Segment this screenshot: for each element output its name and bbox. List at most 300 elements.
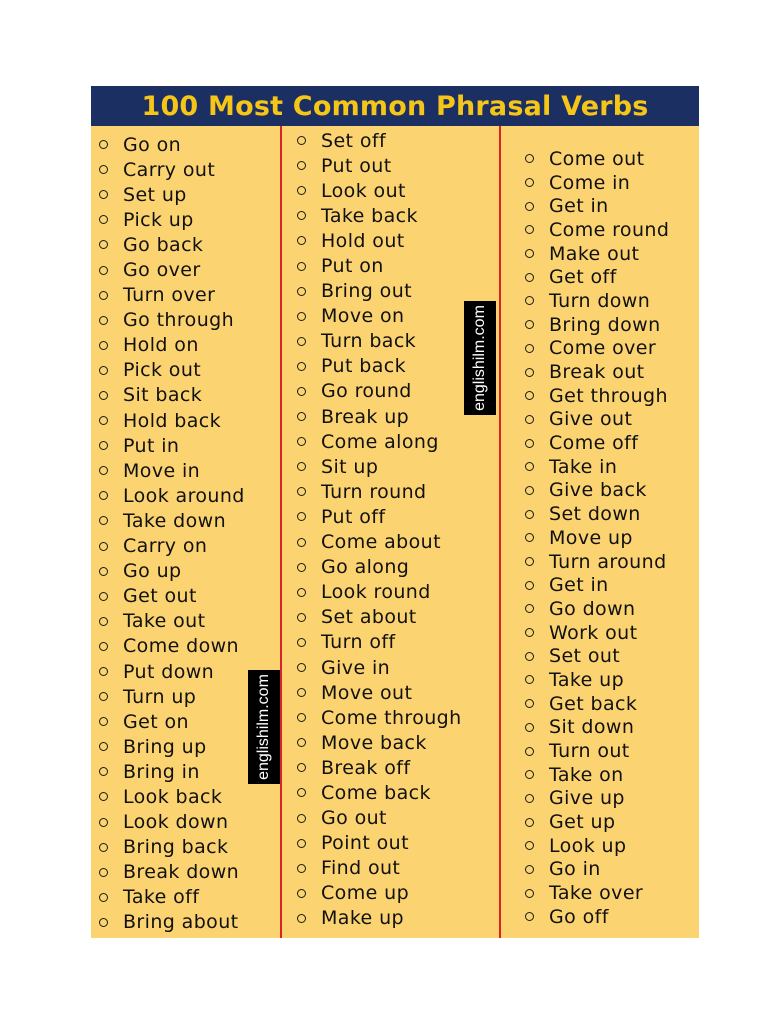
list-item bbox=[99, 257, 245, 282]
bullet-icon bbox=[525, 273, 534, 282]
phrasal-verb: Make out bbox=[549, 242, 640, 265]
bullet-icon bbox=[525, 178, 534, 187]
bullet-icon bbox=[297, 236, 306, 245]
phrasal-verb: Turn round bbox=[321, 480, 427, 503]
bullet-icon bbox=[99, 893, 108, 902]
bullet-icon bbox=[525, 225, 534, 234]
bullet-icon bbox=[297, 864, 306, 873]
phrasal-verb: Take off bbox=[123, 886, 200, 909]
phrasal-verb: Turn off bbox=[321, 631, 396, 654]
list-item bbox=[99, 207, 245, 232]
list-item bbox=[525, 455, 669, 479]
list-item bbox=[525, 289, 669, 313]
phrasal-verb: Get on bbox=[123, 710, 189, 733]
list-item bbox=[297, 304, 462, 329]
phrasal-verb: Turn out bbox=[549, 740, 630, 763]
phrasal-verb: Put down bbox=[123, 660, 215, 683]
bullet-icon bbox=[297, 738, 306, 747]
phrasal-verb: Come round bbox=[549, 218, 670, 241]
phrasal-verb: Put back bbox=[321, 355, 407, 378]
bullet-icon bbox=[297, 563, 306, 572]
list-item bbox=[99, 759, 245, 784]
phrasal-verb: Turn down bbox=[549, 289, 651, 312]
phrasal-verb: Take in bbox=[549, 455, 618, 478]
list-item bbox=[297, 580, 462, 605]
bullet-icon bbox=[297, 763, 306, 772]
bullet-icon bbox=[99, 542, 108, 551]
list-item bbox=[99, 283, 245, 308]
list-item bbox=[297, 128, 462, 153]
bullet-icon bbox=[525, 296, 534, 305]
column-divider-1 bbox=[280, 126, 282, 938]
bullet-icon bbox=[99, 717, 108, 726]
bullet-icon bbox=[297, 538, 306, 547]
phrasal-verb: Go over bbox=[123, 259, 201, 282]
list-item bbox=[99, 684, 245, 709]
phrasal-verb: Take up bbox=[549, 668, 625, 691]
phrasal-verb: Go in bbox=[549, 858, 601, 881]
bullet-icon bbox=[297, 312, 306, 321]
phrasal-verb: Come back bbox=[321, 781, 431, 804]
phrasal-verb: Turn over bbox=[123, 284, 216, 307]
bullet-icon bbox=[525, 723, 534, 732]
phrasal-verb: Point out bbox=[321, 832, 409, 855]
list-item bbox=[297, 780, 462, 805]
bullet-icon bbox=[297, 337, 306, 346]
phrasal-verb: Look back bbox=[123, 785, 223, 808]
phrasal-verb: Hold back bbox=[123, 409, 222, 432]
bullet-icon bbox=[525, 889, 534, 898]
bullet-icon bbox=[297, 788, 306, 797]
list-item bbox=[525, 668, 669, 692]
phrasal-verb: Take over bbox=[549, 882, 644, 905]
phrasal-verb: Give out bbox=[549, 408, 633, 431]
bullet-icon bbox=[525, 391, 534, 400]
list-item bbox=[99, 559, 245, 584]
bullet-icon bbox=[297, 362, 306, 371]
phrasal-verb: Put on bbox=[321, 255, 384, 278]
list-item bbox=[297, 479, 462, 504]
list-item bbox=[297, 806, 462, 831]
phrasal-verb: Go round bbox=[321, 380, 412, 403]
phrasal-verb: Move up bbox=[549, 526, 633, 549]
phrasal-verb: Look out bbox=[321, 179, 406, 202]
phrasal-verb: Come out bbox=[549, 147, 645, 170]
phrasal-verbs-poster bbox=[91, 86, 699, 938]
list-item bbox=[297, 906, 462, 931]
list-item bbox=[525, 526, 669, 550]
bullet-icon bbox=[99, 818, 108, 827]
phrasal-verb: Turn back bbox=[321, 330, 417, 353]
verb-column-2 bbox=[297, 128, 462, 931]
phrasal-verb: Go back bbox=[123, 233, 204, 256]
bullet-icon bbox=[525, 249, 534, 258]
list-item bbox=[297, 831, 462, 856]
list-item bbox=[99, 709, 245, 734]
phrasal-verb: Set down bbox=[549, 503, 641, 526]
watermark-text: englishilm.com bbox=[255, 674, 272, 780]
bullet-icon bbox=[525, 841, 534, 850]
list-item bbox=[297, 655, 462, 680]
phrasal-verb: Break off bbox=[321, 756, 411, 779]
bullet-icon bbox=[525, 747, 534, 756]
list-item bbox=[297, 404, 462, 429]
list-item bbox=[99, 383, 245, 408]
bullet-icon bbox=[297, 412, 306, 421]
list-item bbox=[99, 835, 245, 860]
list-item bbox=[525, 313, 669, 337]
list-item bbox=[99, 534, 245, 559]
phrasal-verb: Go through bbox=[123, 309, 235, 332]
phrasal-verb: Put in bbox=[123, 434, 180, 457]
list-item bbox=[525, 337, 669, 361]
bullet-icon bbox=[99, 391, 108, 400]
bullet-icon bbox=[297, 512, 306, 521]
phrasal-verb: Sit back bbox=[123, 384, 203, 407]
bullet-icon bbox=[525, 581, 534, 590]
bullet-icon bbox=[99, 240, 108, 249]
bullet-icon bbox=[99, 416, 108, 425]
list-item bbox=[99, 333, 245, 358]
phrasal-verb: Sit down bbox=[549, 716, 635, 739]
list-item bbox=[297, 354, 462, 379]
phrasal-verb: Go on bbox=[123, 133, 182, 156]
bullet-icon bbox=[525, 202, 534, 211]
bullet-icon bbox=[99, 692, 108, 701]
list-item bbox=[297, 605, 462, 630]
phrasal-verb: Get back bbox=[549, 692, 638, 715]
phrasal-verb: Carry out bbox=[123, 158, 216, 181]
bullet-icon bbox=[297, 914, 306, 923]
phrasal-verb: Look around bbox=[123, 484, 245, 507]
bullet-icon bbox=[525, 344, 534, 353]
bullet-icon bbox=[99, 792, 108, 801]
list-item bbox=[525, 739, 669, 763]
bullet-icon bbox=[99, 516, 108, 525]
bullet-icon bbox=[99, 266, 108, 275]
list-item bbox=[525, 408, 669, 432]
bullet-icon bbox=[297, 638, 306, 647]
list-item bbox=[297, 730, 462, 755]
bullet-icon bbox=[525, 486, 534, 495]
phrasal-verb: Go along bbox=[321, 556, 410, 579]
list-item bbox=[297, 329, 462, 354]
list-item bbox=[297, 228, 462, 253]
bullet-icon bbox=[525, 652, 534, 661]
bullet-icon bbox=[99, 441, 108, 450]
list-item bbox=[99, 885, 245, 910]
list-item bbox=[99, 232, 245, 257]
list-item bbox=[297, 203, 462, 228]
bullet-icon bbox=[297, 588, 306, 597]
phrasal-verb: Sit up bbox=[321, 455, 379, 478]
bullet-icon bbox=[297, 161, 306, 170]
phrasal-verb: Come along bbox=[321, 430, 439, 453]
phrasal-verb: Set off bbox=[321, 129, 387, 152]
phrasal-verb: Come over bbox=[549, 337, 657, 360]
list-item bbox=[297, 429, 462, 454]
list-item bbox=[525, 810, 669, 834]
phrasal-verb: Go down bbox=[549, 597, 636, 620]
list-item bbox=[99, 584, 245, 609]
list-item bbox=[99, 508, 245, 533]
bullet-icon bbox=[297, 462, 306, 471]
bullet-icon bbox=[525, 510, 534, 519]
bullet-icon bbox=[99, 592, 108, 601]
phrasal-verb: Move out bbox=[321, 681, 413, 704]
title-bar bbox=[91, 86, 699, 126]
phrasal-verb: Look round bbox=[321, 581, 431, 604]
list-item bbox=[525, 550, 669, 574]
list-item bbox=[525, 573, 669, 597]
phrasal-verb: Take out bbox=[123, 610, 206, 633]
bullet-icon bbox=[297, 437, 306, 446]
phrasal-verb: Bring back bbox=[123, 836, 229, 859]
phrasal-verb: Look up bbox=[549, 834, 627, 857]
list-item bbox=[297, 178, 462, 203]
list-item bbox=[525, 360, 669, 384]
bullet-icon bbox=[99, 466, 108, 475]
list-item bbox=[297, 856, 462, 881]
phrasal-verb: Look down bbox=[123, 811, 229, 834]
phrasal-verb: Put out bbox=[321, 154, 392, 177]
phrasal-verb: Break up bbox=[321, 405, 410, 428]
bullet-icon bbox=[99, 341, 108, 350]
phrasal-verb: Get up bbox=[549, 811, 616, 834]
verb-column-3 bbox=[525, 147, 669, 929]
phrasal-verb: Give in bbox=[321, 656, 391, 679]
bullet-icon bbox=[525, 699, 534, 708]
bullet-icon bbox=[525, 439, 534, 448]
list-item bbox=[297, 379, 462, 404]
phrasal-verb: Find out bbox=[321, 857, 401, 880]
phrasal-verb: Set out bbox=[549, 645, 621, 668]
list-item bbox=[99, 157, 245, 182]
list-item bbox=[99, 860, 245, 885]
list-item bbox=[99, 483, 245, 508]
bullet-icon bbox=[99, 642, 108, 651]
phrasal-verb: Carry on bbox=[123, 535, 208, 558]
bullet-icon bbox=[297, 186, 306, 195]
list-item bbox=[525, 597, 669, 621]
list-item bbox=[525, 881, 669, 905]
list-item bbox=[297, 504, 462, 529]
list-item bbox=[525, 763, 669, 787]
list-item bbox=[297, 253, 462, 278]
bullet-icon bbox=[525, 865, 534, 874]
list-item bbox=[525, 431, 669, 455]
list-item bbox=[99, 458, 245, 483]
bullet-icon bbox=[297, 613, 306, 622]
list-item bbox=[525, 171, 669, 195]
list-item bbox=[297, 555, 462, 580]
list-item bbox=[525, 834, 669, 858]
phrasal-verb: Take on bbox=[549, 763, 624, 786]
phrasal-verb: Give back bbox=[549, 479, 647, 502]
bullet-icon bbox=[99, 918, 108, 927]
bullet-icon bbox=[99, 617, 108, 626]
list-item bbox=[525, 716, 669, 740]
list-item bbox=[525, 858, 669, 882]
bullet-icon bbox=[99, 366, 108, 375]
bullet-icon bbox=[99, 767, 108, 776]
list-item bbox=[525, 265, 669, 289]
list-item bbox=[525, 502, 669, 526]
bullet-icon bbox=[99, 742, 108, 751]
phrasal-verb: Bring down bbox=[549, 313, 661, 336]
phrasal-verb: Move in bbox=[123, 459, 201, 482]
phrasal-verb: Move back bbox=[321, 731, 427, 754]
bullet-icon bbox=[99, 291, 108, 300]
bullet-icon bbox=[297, 713, 306, 722]
list-item bbox=[525, 644, 669, 668]
phrasal-verb: Bring about bbox=[123, 911, 239, 934]
list-item bbox=[297, 153, 462, 178]
list-item bbox=[99, 308, 245, 333]
list-item bbox=[525, 692, 669, 716]
phrasal-verb: Go off bbox=[549, 905, 609, 928]
list-item bbox=[99, 609, 245, 634]
bullet-icon bbox=[99, 140, 108, 149]
bullet-icon bbox=[99, 843, 108, 852]
phrasal-verb: Break out bbox=[549, 361, 645, 384]
bullet-icon bbox=[525, 675, 534, 684]
list-item bbox=[297, 454, 462, 479]
phrasal-verb: Come through bbox=[321, 706, 462, 729]
column-divider-2 bbox=[499, 126, 501, 938]
list-item bbox=[99, 358, 245, 383]
phrasal-verb: Take back bbox=[321, 204, 418, 227]
bullet-icon bbox=[297, 262, 306, 271]
phrasal-verb: Get off bbox=[549, 266, 617, 289]
list-item bbox=[99, 659, 245, 684]
bullet-icon bbox=[297, 839, 306, 848]
list-item bbox=[297, 279, 462, 304]
list-item bbox=[525, 621, 669, 645]
phrasal-verb: Get in bbox=[549, 574, 609, 597]
bullet-icon bbox=[99, 165, 108, 174]
bullet-icon bbox=[297, 814, 306, 823]
phrasal-verb: Break down bbox=[123, 861, 240, 884]
phrasal-verb: Come off bbox=[549, 432, 639, 455]
bullet-icon bbox=[525, 604, 534, 613]
phrasal-verb: Come down bbox=[123, 635, 239, 658]
list-item bbox=[525, 479, 669, 503]
phrasal-verb: Give up bbox=[549, 787, 625, 810]
phrasal-verb: Put off bbox=[321, 505, 386, 528]
phrasal-verb: Come in bbox=[549, 171, 631, 194]
bullet-icon bbox=[99, 567, 108, 576]
phrasal-verb: Hold out bbox=[321, 229, 405, 252]
bullet-icon bbox=[99, 215, 108, 224]
bullet-icon bbox=[525, 533, 534, 542]
phrasal-verb: Bring in bbox=[123, 760, 200, 783]
bullet-icon bbox=[99, 316, 108, 325]
phrasal-verb: Move on bbox=[321, 305, 405, 328]
phrasal-verb: Set up bbox=[123, 183, 187, 206]
list-item bbox=[525, 905, 669, 929]
list-item bbox=[525, 384, 669, 408]
phrasal-verb: Work out bbox=[549, 621, 638, 644]
bullet-icon bbox=[297, 487, 306, 496]
list-item bbox=[99, 182, 245, 207]
phrasal-verb: Make up bbox=[321, 907, 404, 930]
bullet-icon bbox=[525, 154, 534, 163]
bullet-icon bbox=[297, 889, 306, 898]
phrasal-verb: Go out bbox=[321, 807, 387, 830]
phrasal-verb: Bring up bbox=[123, 735, 207, 758]
bullet-icon bbox=[99, 491, 108, 500]
list-item bbox=[99, 734, 245, 759]
bullet-icon bbox=[525, 628, 534, 637]
watermark-badge-bottom bbox=[248, 670, 280, 784]
list-item bbox=[297, 705, 462, 730]
bullet-icon bbox=[525, 320, 534, 329]
list-item bbox=[99, 910, 245, 935]
phrasal-verb: Set about bbox=[321, 606, 417, 629]
list-item bbox=[525, 787, 669, 811]
bullet-icon bbox=[525, 912, 534, 921]
phrasal-verb: Get through bbox=[549, 384, 668, 407]
list-item bbox=[99, 132, 245, 157]
bullet-icon bbox=[99, 868, 108, 877]
bullet-icon bbox=[525, 462, 534, 471]
list-item bbox=[297, 630, 462, 655]
phrasal-verb: Turn up bbox=[123, 685, 197, 708]
phrasal-verb: Bring out bbox=[321, 280, 412, 303]
list-item bbox=[99, 634, 245, 659]
phrasal-verb: Pick up bbox=[123, 208, 194, 231]
bullet-icon bbox=[525, 818, 534, 827]
list-item bbox=[525, 242, 669, 266]
list-item bbox=[297, 881, 462, 906]
list-item bbox=[297, 530, 462, 555]
bullet-icon bbox=[297, 136, 306, 145]
verb-column-1 bbox=[99, 132, 245, 935]
phrasal-verb: Come up bbox=[321, 882, 410, 905]
list-item bbox=[525, 194, 669, 218]
bullet-icon bbox=[525, 368, 534, 377]
bullet-icon bbox=[99, 190, 108, 199]
phrasal-verb: Get in bbox=[549, 195, 609, 218]
bullet-icon bbox=[99, 667, 108, 676]
bullet-icon bbox=[297, 287, 306, 296]
bullet-icon bbox=[525, 770, 534, 779]
phrasal-verb: Get out bbox=[123, 585, 197, 608]
phrasal-verb: Take down bbox=[123, 509, 227, 532]
bullet-icon bbox=[525, 794, 534, 803]
phrasal-verb: Hold on bbox=[123, 334, 199, 357]
watermark-text: englishilm.com bbox=[471, 305, 488, 411]
phrasal-verb: Pick out bbox=[123, 359, 202, 382]
list-item bbox=[525, 147, 669, 171]
list-item bbox=[99, 810, 245, 835]
phrasal-verb: Come about bbox=[321, 531, 441, 554]
bullet-icon bbox=[525, 557, 534, 566]
bullet-icon bbox=[297, 663, 306, 672]
phrasal-verb: Go up bbox=[123, 560, 182, 583]
list-item bbox=[99, 408, 245, 433]
list-item bbox=[297, 680, 462, 705]
poster-title: 100 Most Common Phrasal Verbs bbox=[141, 90, 649, 122]
phrasal-verb: Turn around bbox=[549, 550, 667, 573]
list-item bbox=[525, 218, 669, 242]
list-item bbox=[99, 784, 245, 809]
bullet-icon bbox=[297, 211, 306, 220]
list-item bbox=[99, 433, 245, 458]
bullet-icon bbox=[297, 387, 306, 396]
list-item bbox=[297, 755, 462, 780]
